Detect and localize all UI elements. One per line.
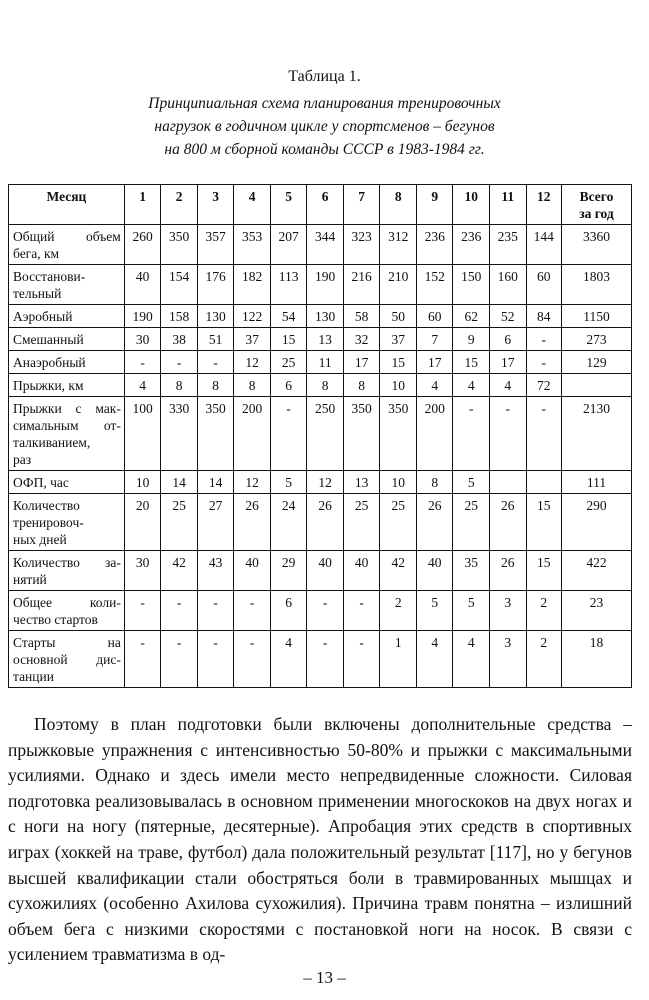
header-month-8: 8	[380, 185, 417, 225]
cell-month-12: -	[526, 351, 561, 374]
cell-month-8: 15	[380, 351, 417, 374]
cell-month-2: 14	[161, 471, 198, 494]
cell-month-7: 58	[343, 305, 380, 328]
cell-month-11: 17	[489, 351, 526, 374]
header-month-12: 12	[526, 185, 561, 225]
cell-total: 1150	[561, 305, 631, 328]
cell-month-1: 30	[124, 551, 161, 591]
row-label-line: талкиванием,	[13, 435, 91, 450]
cell-month-3: 51	[197, 328, 234, 351]
cell-month-8: 42	[380, 551, 417, 591]
row-label	[9, 351, 125, 374]
cell-month-3: 176	[197, 265, 234, 305]
cell-total: 129	[561, 351, 631, 374]
cell-month-2: 154	[161, 265, 198, 305]
cell-month-5: 54	[270, 305, 307, 328]
cell-month-4: -	[234, 631, 271, 688]
table-row	[9, 551, 632, 591]
cell-month-5: 113	[270, 265, 307, 305]
cell-month-12	[526, 471, 561, 494]
cell-month-6: -	[307, 631, 344, 688]
cell-month-11: -	[489, 397, 526, 471]
cell-month-2: 38	[161, 328, 198, 351]
table-row	[9, 471, 632, 494]
cell-month-1: 4	[124, 374, 161, 397]
cell-month-3: 43	[197, 551, 234, 591]
row-label-line: симальным от-	[13, 418, 121, 433]
cell-month-6: 190	[307, 265, 344, 305]
cell-month-9: 200	[416, 397, 453, 471]
row-label	[9, 305, 125, 328]
cell-total: 2130	[561, 397, 631, 471]
cell-month-9: 7	[416, 328, 453, 351]
cell-month-6: -	[307, 591, 344, 631]
row-label-line: Количество	[13, 498, 80, 513]
cell-month-4: -	[234, 591, 271, 631]
table-row	[9, 328, 632, 351]
cell-month-10: 5	[453, 591, 490, 631]
cell-month-1: 40	[124, 265, 161, 305]
cell-month-3: 27	[197, 494, 234, 551]
header-month-2: 2	[161, 185, 198, 225]
cell-month-7: 216	[343, 265, 380, 305]
table-row	[9, 591, 632, 631]
cell-month-3: 130	[197, 305, 234, 328]
training-load-table	[8, 184, 632, 688]
cell-month-4: 182	[234, 265, 271, 305]
cell-month-12: 2	[526, 631, 561, 688]
cell-month-11: 26	[489, 494, 526, 551]
header-month-1: 1	[124, 185, 161, 225]
row-label-line: бега, км	[13, 246, 60, 261]
cell-month-9: 236	[416, 225, 453, 265]
cell-month-7: 32	[343, 328, 380, 351]
cell-month-2: -	[161, 351, 198, 374]
table-subtitle-line-3: на 800 м сборной команды СССР в 1983-1984 гг.	[164, 141, 485, 158]
cell-month-12: 84	[526, 305, 561, 328]
header-total-line-1: Всего	[579, 189, 614, 204]
row-label-line: Общее коли-	[13, 595, 121, 610]
cell-month-4: 353	[234, 225, 271, 265]
cell-month-1: 20	[124, 494, 161, 551]
cell-month-5: 29	[270, 551, 307, 591]
row-label-line: раз	[13, 452, 32, 467]
row-label-line: Смешанный	[13, 332, 84, 347]
table-row	[9, 374, 632, 397]
cell-month-2: 350	[161, 225, 198, 265]
cell-month-10: 4	[453, 631, 490, 688]
cell-month-7: 323	[343, 225, 380, 265]
cell-month-5: 5	[270, 471, 307, 494]
cell-total: 290	[561, 494, 631, 551]
table-row	[9, 494, 632, 551]
table-row	[9, 225, 632, 265]
table-subtitle-line-1: Принципиальная схема планирования тренировочных	[148, 95, 501, 112]
cell-month-12: -	[526, 328, 561, 351]
cell-month-5: 24	[270, 494, 307, 551]
cell-month-3: 350	[197, 397, 234, 471]
cell-month-9: 17	[416, 351, 453, 374]
header-total-line-2: за год	[579, 206, 614, 221]
cell-month-3: 8	[197, 374, 234, 397]
body-paragraph: Поэтому в план подготовки были включены дополнительные средства – прыжковые упражнения с интенсивностью 50-80% и прыжки с максимальными усилиями. Однако и здесь имели место непредвиденные сложности. Силовая подготовка реализовывалась в основном применении многоскоков на двух ногах и с ноги на ногу (пятерные, десятерные). Апробация этих средств в спортивных играх (хоккей на траве, футбол) дала положительный результат [117], но у бегунов высшей квалификации стали обостряться боли в травмированных мышцах и сухожилиях (особенно Ахилова сухожилия). Причина травм понятна – излишний объем бега с низкими скоростями с постановкой ноги на носок. В связи с усилением травматизма в од-	[8, 714, 632, 965]
cell-month-12: 2	[526, 591, 561, 631]
page-number: – 13 –	[303, 968, 346, 987]
row-label-line: тренировоч-	[13, 515, 84, 530]
cell-month-6: 12	[307, 471, 344, 494]
cell-month-4: 200	[234, 397, 271, 471]
cell-month-5: 6	[270, 374, 307, 397]
table-title: Таблица 1.	[288, 68, 361, 85]
cell-month-9: 40	[416, 551, 453, 591]
row-label-line: Количество за-	[13, 555, 121, 570]
cell-month-12: 15	[526, 494, 561, 551]
row-label	[9, 551, 125, 591]
cell-month-11: 3	[489, 631, 526, 688]
cell-month-12: 60	[526, 265, 561, 305]
row-label-line: нятий	[13, 572, 47, 587]
cell-month-9: 152	[416, 265, 453, 305]
cell-month-9: 60	[416, 305, 453, 328]
cell-month-9: 8	[416, 471, 453, 494]
row-label-line: тельный	[13, 286, 62, 301]
header-month-6: 6	[307, 185, 344, 225]
cell-month-8: 210	[380, 265, 417, 305]
row-label	[9, 374, 125, 397]
cell-total: 111	[561, 471, 631, 494]
cell-month-8: 312	[380, 225, 417, 265]
cell-month-6: 13	[307, 328, 344, 351]
cell-month-10: 15	[453, 351, 490, 374]
cell-total: 1803	[561, 265, 631, 305]
cell-month-6: 40	[307, 551, 344, 591]
cell-month-7: 13	[343, 471, 380, 494]
cell-month-6: 11	[307, 351, 344, 374]
cell-month-8: 37	[380, 328, 417, 351]
cell-month-4: 8	[234, 374, 271, 397]
cell-month-1: 260	[124, 225, 161, 265]
table-row	[9, 265, 632, 305]
row-label	[9, 225, 125, 265]
cell-total	[561, 374, 631, 397]
table-row	[9, 305, 632, 328]
cell-month-3: -	[197, 631, 234, 688]
row-label	[9, 471, 125, 494]
cell-month-7: 350	[343, 397, 380, 471]
cell-month-5: 6	[270, 591, 307, 631]
cell-month-10: -	[453, 397, 490, 471]
cell-month-10: 35	[453, 551, 490, 591]
cell-month-4: 40	[234, 551, 271, 591]
cell-month-3: 357	[197, 225, 234, 265]
cell-month-11: 52	[489, 305, 526, 328]
row-label	[9, 397, 125, 471]
header-month-5: 5	[270, 185, 307, 225]
cell-month-9: 4	[416, 631, 453, 688]
cell-month-4: 37	[234, 328, 271, 351]
cell-month-1: 10	[124, 471, 161, 494]
cell-month-3: -	[197, 591, 234, 631]
cell-month-2: -	[161, 631, 198, 688]
cell-month-11: 26	[489, 551, 526, 591]
row-label-line: основной дис-	[13, 652, 121, 667]
cell-total: 23	[561, 591, 631, 631]
cell-month-7: 40	[343, 551, 380, 591]
row-label-line: Восстанови-	[13, 269, 86, 284]
cell-month-10: 236	[453, 225, 490, 265]
cell-month-7: -	[343, 631, 380, 688]
row-label-line: чество стартов	[13, 612, 98, 627]
cell-month-5: -	[270, 397, 307, 471]
cell-month-8: 10	[380, 374, 417, 397]
header-month-9: 9	[416, 185, 453, 225]
cell-month-4: 12	[234, 351, 271, 374]
cell-month-1: -	[124, 631, 161, 688]
cell-month-10: 9	[453, 328, 490, 351]
cell-month-7: -	[343, 591, 380, 631]
table-body	[9, 225, 632, 688]
cell-month-5: 15	[270, 328, 307, 351]
cell-month-11: 6	[489, 328, 526, 351]
cell-month-12: 15	[526, 551, 561, 591]
row-label-line: танции	[13, 669, 54, 684]
row-label-line: Старты на	[13, 635, 121, 650]
cell-total: 18	[561, 631, 631, 688]
cell-month-6: 250	[307, 397, 344, 471]
table-subtitle-line-2: нагрузок в годичном цикле у спортсменов – бегунов	[154, 118, 495, 135]
cell-month-1: 100	[124, 397, 161, 471]
cell-month-8: 25	[380, 494, 417, 551]
cell-month-2: 42	[161, 551, 198, 591]
cell-total: 422	[561, 551, 631, 591]
cell-month-11	[489, 471, 526, 494]
cell-month-4: 122	[234, 305, 271, 328]
cell-month-10: 5	[453, 471, 490, 494]
cell-month-8: 1	[380, 631, 417, 688]
cell-month-6: 344	[307, 225, 344, 265]
cell-month-12: 72	[526, 374, 561, 397]
cell-month-10: 25	[453, 494, 490, 551]
header-month-7: 7	[343, 185, 380, 225]
cell-month-8: 50	[380, 305, 417, 328]
cell-month-7: 8	[343, 374, 380, 397]
cell-month-5: 4	[270, 631, 307, 688]
row-label-line: Аэробный	[13, 309, 73, 324]
cell-month-7: 17	[343, 351, 380, 374]
row-label	[9, 494, 125, 551]
row-label	[9, 631, 125, 688]
cell-month-6: 26	[307, 494, 344, 551]
cell-month-1: 190	[124, 305, 161, 328]
cell-month-2: -	[161, 591, 198, 631]
cell-month-1: 30	[124, 328, 161, 351]
cell-total: 273	[561, 328, 631, 351]
cell-month-3: -	[197, 351, 234, 374]
cell-month-12: -	[526, 397, 561, 471]
table-subtitle	[0, 92, 649, 161]
cell-month-4: 26	[234, 494, 271, 551]
cell-total: 3360	[561, 225, 631, 265]
cell-month-5: 25	[270, 351, 307, 374]
row-label-line: Прыжки с мак-	[13, 401, 121, 416]
table-row	[9, 631, 632, 688]
table-row	[9, 397, 632, 471]
cell-month-4: 12	[234, 471, 271, 494]
row-label-line: ОФП, час	[13, 475, 69, 490]
cell-month-2: 8	[161, 374, 198, 397]
header-month-3: 3	[197, 185, 234, 225]
cell-month-11: 235	[489, 225, 526, 265]
header-month-4: 4	[234, 185, 271, 225]
header-month-11: 11	[489, 185, 526, 225]
cell-month-1: -	[124, 591, 161, 631]
cell-month-11: 3	[489, 591, 526, 631]
cell-month-8: 350	[380, 397, 417, 471]
row-label-line: Анаэробный	[13, 355, 86, 370]
cell-month-6: 8	[307, 374, 344, 397]
cell-month-9: 4	[416, 374, 453, 397]
cell-month-12: 144	[526, 225, 561, 265]
header-month-10: 10	[453, 185, 490, 225]
cell-month-11: 160	[489, 265, 526, 305]
cell-month-11: 4	[489, 374, 526, 397]
cell-month-10: 4	[453, 374, 490, 397]
row-label-line: Общий объем	[13, 229, 121, 244]
cell-month-8: 10	[380, 471, 417, 494]
cell-month-7: 25	[343, 494, 380, 551]
cell-month-6: 130	[307, 305, 344, 328]
row-label	[9, 328, 125, 351]
cell-month-9: 5	[416, 591, 453, 631]
cell-month-10: 62	[453, 305, 490, 328]
header-month: Месяц	[9, 185, 125, 225]
row-label-line: Прыжки, км	[13, 378, 84, 393]
table-row	[9, 351, 632, 374]
row-label-line: ных дней	[13, 532, 67, 547]
cell-month-10: 150	[453, 265, 490, 305]
table-header-row	[9, 185, 632, 225]
header-total	[561, 185, 631, 225]
cell-month-2: 158	[161, 305, 198, 328]
cell-month-1: -	[124, 351, 161, 374]
cell-month-2: 25	[161, 494, 198, 551]
row-label	[9, 591, 125, 631]
row-label	[9, 265, 125, 305]
cell-month-5: 207	[270, 225, 307, 265]
cell-month-8: 2	[380, 591, 417, 631]
cell-month-2: 330	[161, 397, 198, 471]
cell-month-3: 14	[197, 471, 234, 494]
cell-month-9: 26	[416, 494, 453, 551]
